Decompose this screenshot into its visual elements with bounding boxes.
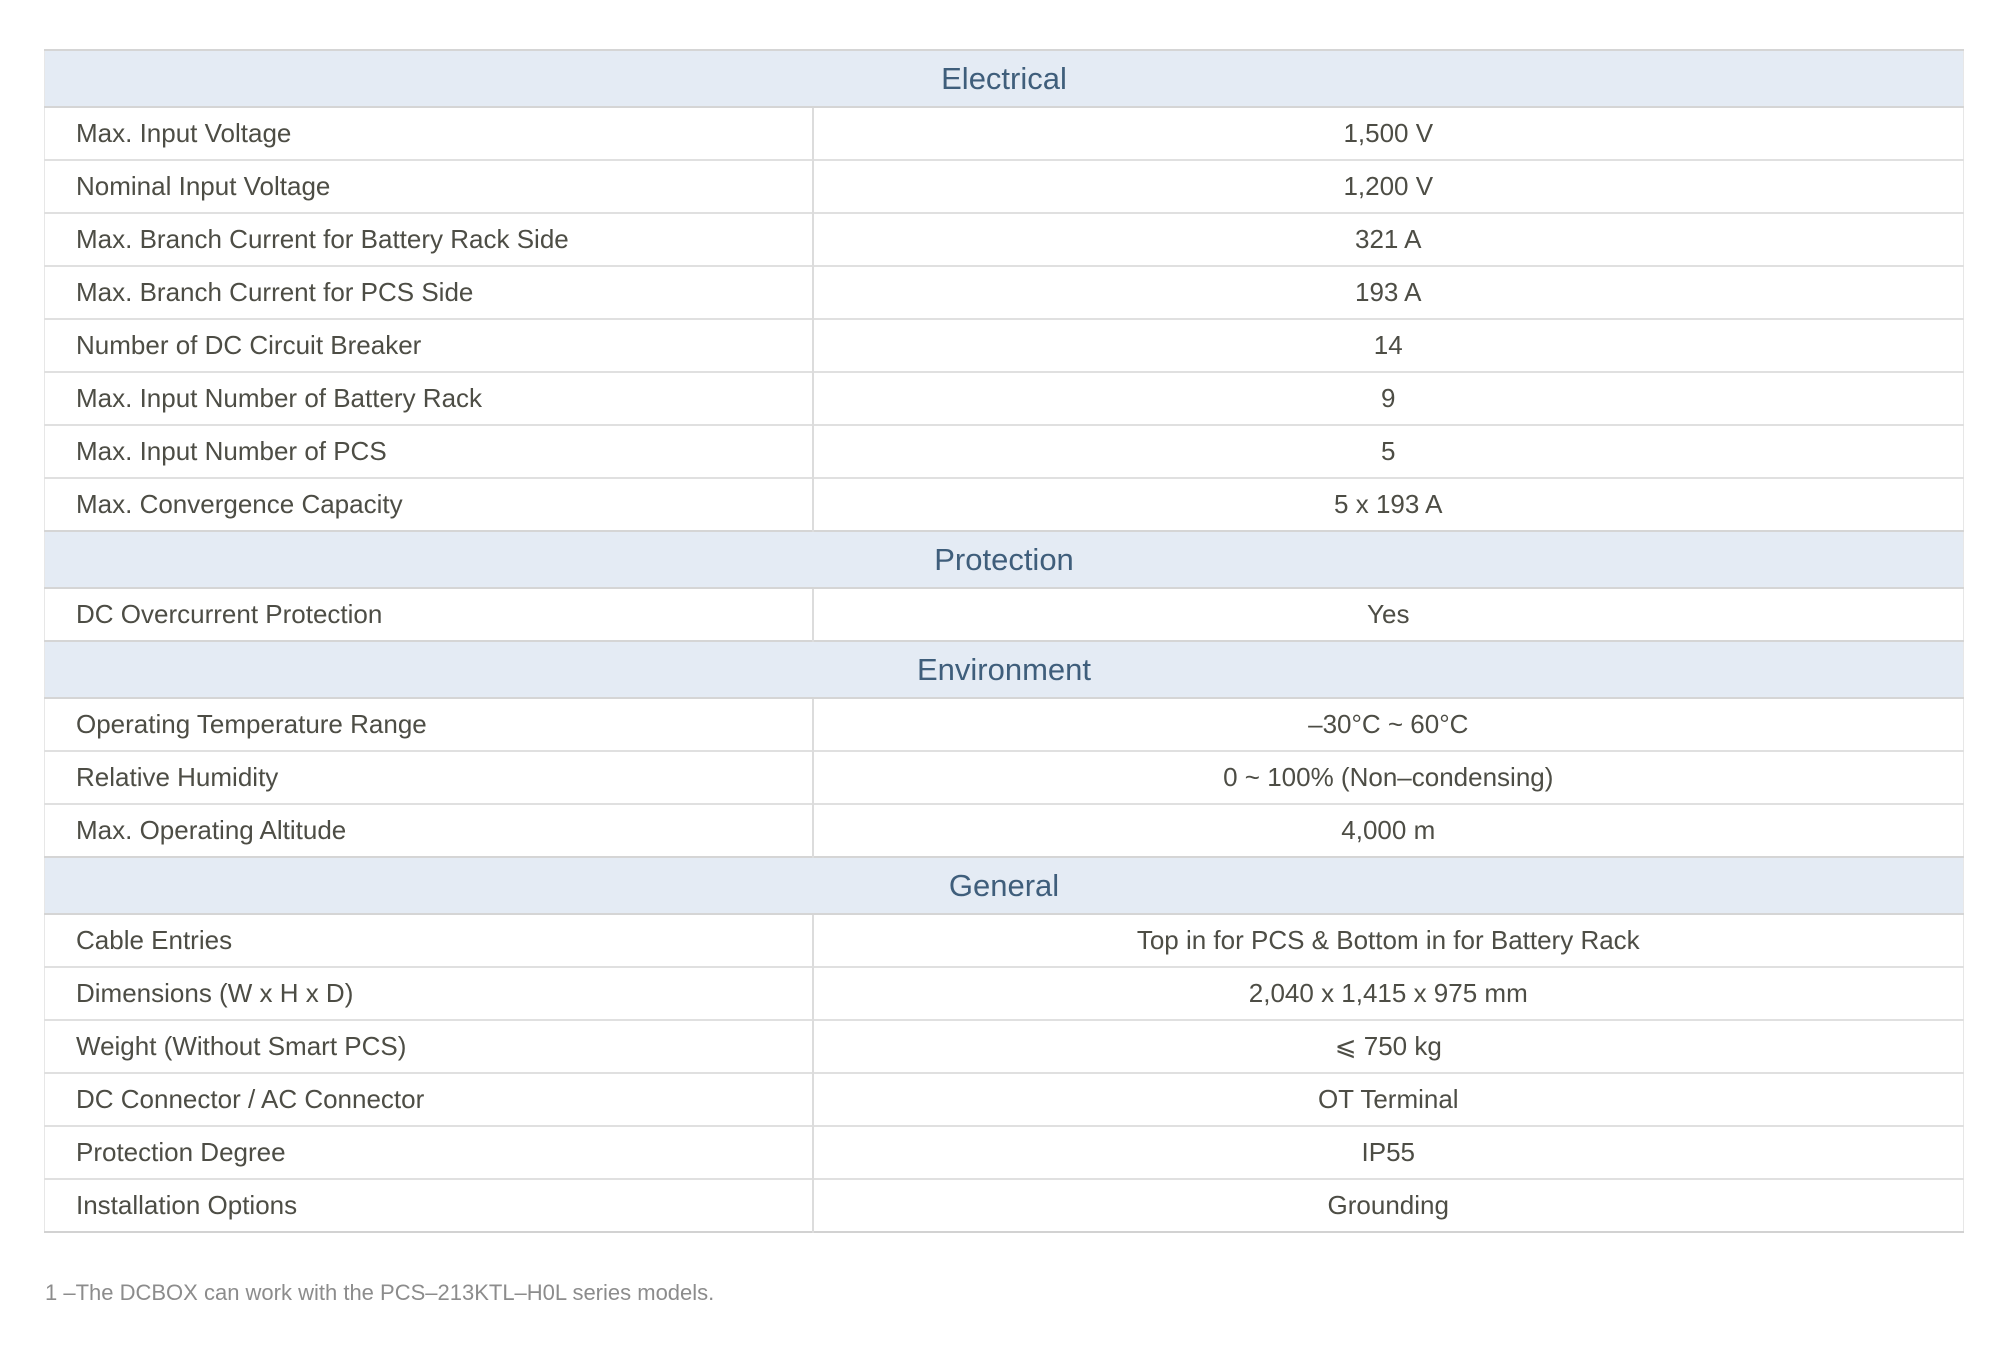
table-row — [45, 425, 1964, 478]
spec-value: Grounding — [813, 1179, 1964, 1232]
spec-label: Max. Branch Current for Battery Rack Side — [45, 213, 813, 266]
spec-value: 1,200 V — [813, 160, 1964, 213]
table-row — [45, 804, 1964, 857]
spec-value: 5 x 193 A — [813, 478, 1964, 531]
spec-label: Max. Input Number of Battery Rack — [45, 372, 813, 425]
spec-label: Relative Humidity — [45, 751, 813, 804]
spec-label: Operating Temperature Range — [45, 698, 813, 751]
spec-value: Top in for PCS & Bottom in for Battery Rack — [813, 914, 1964, 967]
section-header-row — [45, 857, 1964, 914]
spec-value: Yes — [813, 588, 1964, 641]
spec-value: 14 — [813, 319, 1964, 372]
spec-value: –30°C ~ 60°C — [813, 698, 1964, 751]
table-row — [45, 1179, 1964, 1232]
table-row — [45, 914, 1964, 967]
table-row — [45, 967, 1964, 1020]
section-title-electrical: Electrical — [45, 50, 1964, 107]
table-row — [45, 588, 1964, 641]
spec-value: 321 A — [813, 213, 1964, 266]
table-row — [45, 266, 1964, 319]
spec-value: 193 A — [813, 266, 1964, 319]
section-title-general: General — [45, 857, 1964, 914]
spec-label: Max. Convergence Capacity — [45, 478, 813, 531]
table-row — [45, 1073, 1964, 1126]
table-row — [45, 160, 1964, 213]
spec-label: Max. Input Voltage — [45, 107, 813, 160]
spec-value: 5 — [813, 425, 1964, 478]
table-row — [45, 751, 1964, 804]
spec-label: Dimensions (W x H x D) — [45, 967, 813, 1020]
spec-value: ⩽ 750 kg — [813, 1020, 1964, 1073]
spec-label: Max. Input Number of PCS — [45, 425, 813, 478]
spec-value: 1,500 V — [813, 107, 1964, 160]
table-row — [45, 478, 1964, 531]
section-header-row — [45, 531, 1964, 588]
spec-table-body — [45, 50, 1964, 1232]
footnote: 1 –The DCBOX can work with the PCS–213KTL–H0L series models. — [45, 1280, 715, 1305]
spec-value: 4,000 m — [813, 804, 1964, 857]
table-row — [45, 107, 1964, 160]
spec-value: 0 ~ 100% (Non–condensing) — [813, 751, 1964, 804]
table-row — [45, 372, 1964, 425]
spec-table — [44, 49, 1964, 1233]
spec-value: 9 — [813, 372, 1964, 425]
spec-value: 2,040 x 1,415 x 975 mm — [813, 967, 1964, 1020]
spec-label: Max. Branch Current for PCS Side — [45, 266, 813, 319]
section-title-protection: Protection — [45, 531, 1964, 588]
section-header-row — [45, 641, 1964, 698]
section-title-environment: Environment — [45, 641, 1964, 698]
spec-value: OT Terminal — [813, 1073, 1964, 1126]
table-row — [45, 1020, 1964, 1073]
spec-label: Max. Operating Altitude — [45, 804, 813, 857]
table-row — [45, 698, 1964, 751]
spec-label: DC Overcurrent Protection — [45, 588, 813, 641]
spec-label: Installation Options — [45, 1179, 813, 1232]
spec-label: Number of DC Circuit Breaker — [45, 319, 813, 372]
spec-label: Cable Entries — [45, 914, 813, 967]
spec-value: IP55 — [813, 1126, 1964, 1179]
spec-label: Weight (Without Smart PCS) — [45, 1020, 813, 1073]
table-row — [45, 1126, 1964, 1179]
table-row — [45, 319, 1964, 372]
spec-label: Nominal Input Voltage — [45, 160, 813, 213]
spec-label: DC Connector / AC Connector — [45, 1073, 813, 1126]
section-header-row — [45, 50, 1964, 107]
spec-label: Protection Degree — [45, 1126, 813, 1179]
table-row — [45, 213, 1964, 266]
